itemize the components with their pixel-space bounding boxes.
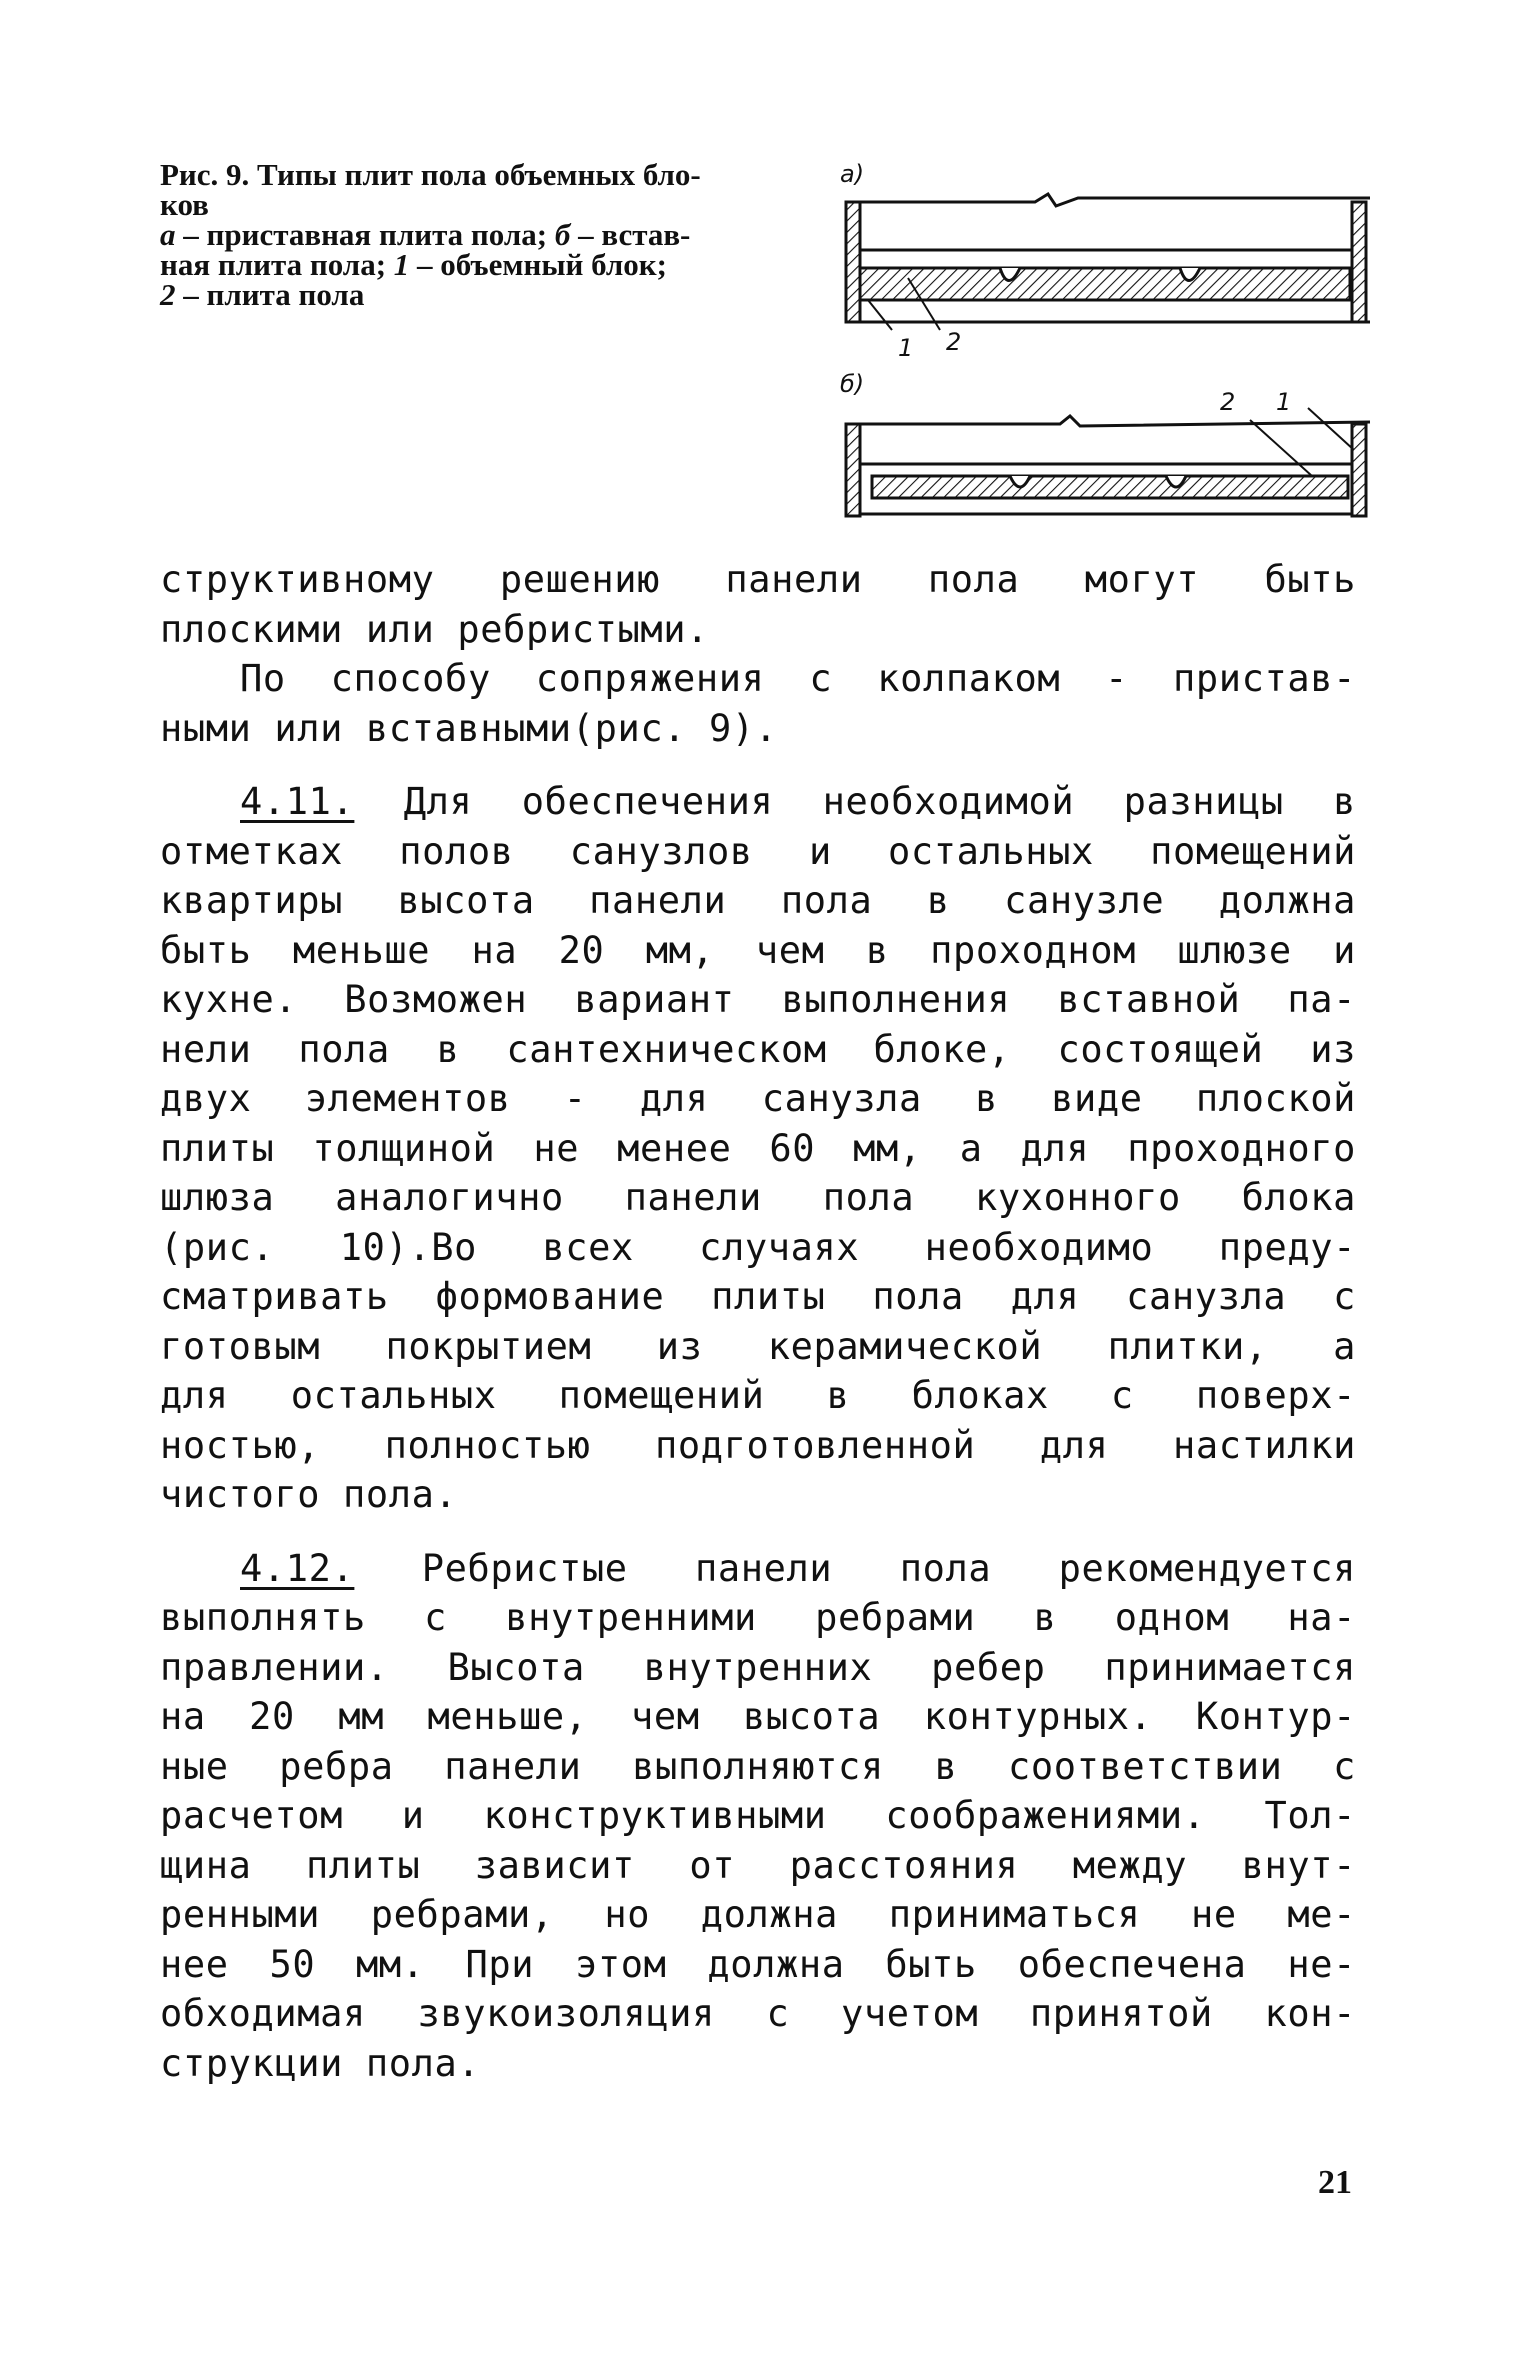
paragraph <box>160 654 1356 753</box>
callout-b-1: 1 <box>1276 388 1292 416</box>
text-line: ные ребра панели выполняются в соответствии с <box>160 1744 1356 1788</box>
text-line: расчетом и конструктивными соображениями. Тол- <box>160 1794 1356 1837</box>
section-number: 4.11. <box>240 780 355 823</box>
callout-b-2: 2 <box>1220 388 1236 416</box>
text-line: По способу сопряжения с колпаком - пристав- <box>240 657 1356 700</box>
text-line: нели пола в сантехническом блоке, состоящей из <box>160 1027 1356 1071</box>
caption-text: ная плита пола; <box>160 247 394 282</box>
text-line: правлении. Высота внутренних ребер принимается <box>160 1645 1356 1689</box>
text-line: нее 50 мм. При этом должна быть обеспечена не- <box>160 1942 1356 1986</box>
text-line <box>160 1544 1356 1594</box>
wall-right <box>1352 424 1366 516</box>
text-line: структивному решению панели пола могут быть <box>160 558 1356 601</box>
text-line: плоскими или ребристыми. <box>160 607 710 651</box>
caption-key-a: а <box>160 217 176 252</box>
caption-line: Рис. 9. Типы плит пола объемных бло- <box>160 157 701 192</box>
text-line: квартиры высота панели пола в санузле должна <box>160 879 1356 922</box>
caption-text: – объемный блок; <box>409 247 667 282</box>
text-line: готовым покрытием из керамической плитки, а <box>160 1324 1356 1368</box>
paragraph-4-11 <box>160 777 1356 1520</box>
floor-slab-figure <box>830 158 1380 518</box>
wall-left <box>846 424 860 516</box>
text-span: Для обеспечения необходимой разницы в <box>354 780 1356 823</box>
caption-key-1: 1 <box>393 247 410 282</box>
callout-a-1: 1 <box>898 334 914 362</box>
paragraph <box>160 555 1356 654</box>
caption-text: – плита пола <box>175 277 365 312</box>
floor-slab-a <box>860 268 1350 300</box>
text-line: ностью, полностью подготовленной для настилки <box>160 1423 1356 1467</box>
text-line: ными или вставными(рис. 9). <box>160 706 778 750</box>
page-number: 21 <box>1318 2164 1352 2201</box>
floor-slab-drawing <box>830 158 1380 518</box>
variant-a-drawing <box>846 194 1370 330</box>
label-variant-b: б) <box>840 370 865 398</box>
caption-line <box>160 247 780 282</box>
text-line: быть меньше на 20 мм, чем в проходном шлюзе и <box>160 928 1356 972</box>
text-line: для остальных помещений в блоках с поверх- <box>160 1374 1356 1417</box>
text-line: отметках полов санузлов и остальных помещений <box>160 829 1356 873</box>
caption-key-b: б <box>554 217 571 252</box>
figure-caption <box>160 157 780 312</box>
text-line: шлюза аналогично панели пола кухонного блока <box>160 1176 1356 1219</box>
floor-slab-b <box>872 476 1348 498</box>
text-line: двух элементов - для санузла в виде плоской <box>160 1077 1356 1120</box>
caption-text: – встав- <box>570 217 691 252</box>
text-line: кухне. Возможен вариант выполнения вставной па- <box>160 978 1356 1021</box>
caption-line <box>160 217 780 252</box>
text-line: обходимая звукоизоляция с учетом принятой кон- <box>160 1992 1356 2035</box>
paragraph-4-12 <box>160 1544 1356 2089</box>
wall-right <box>1352 202 1366 322</box>
caption-line: ков <box>160 187 209 222</box>
caption-text: – приставная плита пола; <box>175 217 555 252</box>
body-text <box>160 555 1356 2088</box>
caption-key-2: 2 <box>160 277 176 312</box>
text-line: ренными ребрами, но должна приниматься не ме- <box>160 1893 1356 1936</box>
text-line: (рис. 10).Во всех случаях необходимо преду- <box>160 1225 1356 1269</box>
text-line: щина плиты зависит от расстояния между внут- <box>160 1843 1356 1887</box>
variant-b-drawing <box>846 408 1370 516</box>
text-line: плиты толщиной не менее 60 мм, а для проходного <box>160 1126 1356 1170</box>
section-number: 4.12. <box>240 1546 355 1590</box>
text-line: чистого пола. <box>160 1473 458 1516</box>
wall-left <box>846 202 860 322</box>
text-line: сматривать формование плиты пола для санузла с <box>160 1275 1356 1318</box>
text-line: струкции пола. <box>160 2041 481 2085</box>
text-span: Ребристые панели пола рекомендуется <box>354 1546 1356 1590</box>
text-line: на 20 мм меньше, чем высота контурных. Контур- <box>160 1695 1356 1738</box>
text-line: выполнять с внутренними ребрами в одном на- <box>160 1596 1356 1639</box>
caption-line <box>160 277 780 312</box>
label-variant-a: а) <box>840 160 865 188</box>
text-line <box>160 777 1356 827</box>
callout-a-2: 2 <box>946 328 962 356</box>
